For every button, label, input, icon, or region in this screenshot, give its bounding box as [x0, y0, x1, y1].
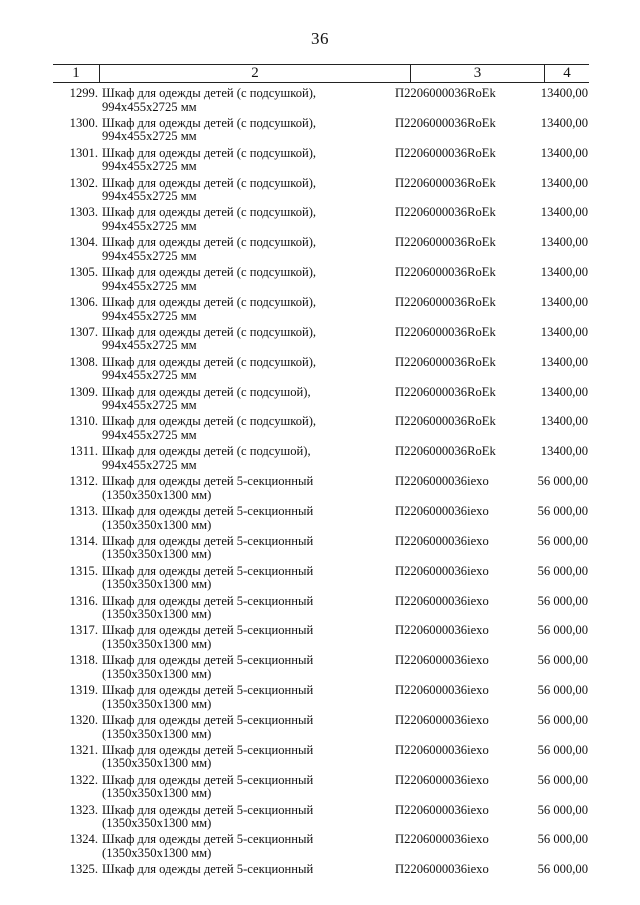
item-name-line-1: Шкаф для одежды детей 5-секционный — [102, 713, 314, 728]
table-row — [50, 473, 590, 503]
item-price: 56 000,00 — [537, 862, 588, 877]
item-name — [102, 744, 392, 771]
item-price: 13400,00 — [540, 145, 588, 160]
item-price: 56 000,00 — [537, 504, 588, 519]
table-row — [50, 145, 590, 175]
item-price: 13400,00 — [540, 324, 588, 339]
table-row — [50, 802, 590, 832]
inventory-code: П2206000036iexo — [395, 802, 489, 817]
row-number: 1324. — [69, 832, 98, 847]
item-name-line-1: Шкаф для одежды детей 5-секционный — [102, 683, 314, 698]
row-number: 1300. — [69, 115, 98, 130]
item-name-line-2: 994x455x2725 мм — [102, 218, 197, 233]
inventory-code: П2206000036RoEk — [395, 205, 496, 220]
table-row — [50, 622, 590, 652]
item-name-line-2: (1350x350x1300 мм) — [102, 756, 212, 771]
row-number: 1320. — [69, 713, 98, 728]
row-number: 1304. — [69, 235, 98, 250]
row-number: 1311. — [70, 444, 98, 459]
item-price: 56 000,00 — [537, 623, 588, 638]
item-name-line-2: (1350x350x1300 мм) — [102, 487, 212, 502]
inventory-code: П2206000036RoEk — [395, 265, 496, 280]
inventory-code: П2206000036iexo — [395, 713, 489, 728]
item-price: 56 000,00 — [537, 593, 588, 608]
row-number: 1313. — [69, 504, 98, 519]
inventory-code: П2206000036iexo — [395, 623, 489, 638]
item-price: 13400,00 — [540, 354, 588, 369]
item-name-line-2: 994x455x2725 мм — [102, 248, 197, 263]
column-header-1: 1 — [53, 65, 100, 82]
item-name-line-2: 994x455x2725 мм — [102, 278, 197, 293]
item-name-line-1: Шкаф для одежды детей (с подсушкой), — [102, 354, 317, 369]
inventory-code: П2206000036iexo — [395, 832, 489, 847]
item-name — [102, 206, 392, 233]
table-row — [50, 175, 590, 205]
item-name-line-2: (1350x350x1300 мм) — [102, 517, 212, 532]
item-name — [102, 505, 392, 532]
item-name-line-2: 994x455x2725 мм — [102, 189, 197, 204]
item-name — [102, 445, 392, 472]
item-name-line-1: Шкаф для одежды детей (с подсушкой), — [102, 235, 317, 250]
table-row — [50, 861, 590, 891]
item-name — [102, 386, 392, 413]
item-price: 56 000,00 — [537, 533, 588, 548]
item-price: 13400,00 — [540, 115, 588, 130]
item-name-line-2: (1350x350x1300 мм) — [102, 607, 212, 622]
table-row — [50, 742, 590, 772]
table-row — [50, 563, 590, 593]
item-name — [102, 714, 392, 741]
item-name-line-2: 994x455x2725 мм — [102, 427, 197, 442]
inventory-code: П2206000036iexo — [395, 474, 489, 489]
item-price: 56 000,00 — [537, 683, 588, 698]
row-number: 1314. — [69, 533, 98, 548]
row-number: 1312. — [69, 474, 98, 489]
inventory-code: П2206000036RoEk — [395, 324, 496, 339]
row-number: 1308. — [69, 354, 98, 369]
column-header-3: 3 — [411, 65, 545, 82]
row-number: 1325. — [69, 862, 98, 877]
item-name — [102, 774, 392, 801]
item-name-line-1: Шкаф для одежды детей 5-секционный — [102, 802, 314, 817]
item-name — [102, 266, 392, 293]
table-row — [50, 772, 590, 802]
row-number: 1306. — [69, 295, 98, 310]
item-name — [102, 415, 392, 442]
inventory-code: П2206000036iexo — [395, 683, 489, 698]
item-price: 13400,00 — [540, 295, 588, 310]
item-name-line-2: (1350x350x1300 мм) — [102, 845, 212, 860]
item-name-line-1: Шкаф для одежды детей (с подсушкой), — [102, 265, 317, 280]
item-name-line-2: 994x455x2725 мм — [102, 457, 197, 472]
column-header-2: 2 — [100, 65, 411, 82]
inventory-code: П2206000036RoEk — [395, 145, 496, 160]
item-price: 13400,00 — [540, 175, 588, 190]
item-name-line-2: 994x455x2725 мм — [102, 308, 197, 323]
item-name — [102, 684, 392, 711]
inventory-code: П2206000036iexo — [395, 742, 489, 757]
item-name-line-2: (1350x350x1300 мм) — [102, 696, 212, 711]
item-price: 56 000,00 — [537, 802, 588, 817]
table-row — [50, 234, 590, 264]
item-name-line-1: Шкаф для одежды детей 5-секционный — [102, 653, 314, 668]
table-row — [50, 384, 590, 414]
item-name-line-1: Шкаф для одежды детей (с подсушой), — [102, 444, 311, 459]
item-name-line-1: Шкаф для одежды детей (с подсушкой), — [102, 115, 317, 130]
item-name-line-1: Шкаф для одежды детей 5-секционный — [102, 862, 314, 877]
item-name-line-2: (1350x350x1300 мм) — [102, 786, 212, 801]
item-price: 13400,00 — [540, 235, 588, 250]
table-row — [50, 324, 590, 354]
item-name — [102, 117, 392, 144]
inventory-code: П2206000036RoEk — [395, 414, 496, 429]
inventory-code: П2206000036iexo — [395, 593, 489, 608]
item-name-line-1: Шкаф для одежды детей 5-секционный — [102, 623, 314, 638]
item-price: 13400,00 — [540, 265, 588, 280]
item-name-line-1: Шкаф для одежды детей 5-секционный — [102, 772, 314, 787]
item-name — [102, 654, 392, 681]
table-header — [53, 64, 589, 83]
row-number: 1319. — [69, 683, 98, 698]
inventory-code: П2206000036RoEk — [395, 384, 496, 399]
row-number: 1299. — [69, 86, 98, 100]
row-number: 1305. — [69, 265, 98, 280]
inventory-code: П2206000036iexo — [395, 772, 489, 787]
item-name — [102, 863, 392, 877]
inventory-code: П2206000036RoEk — [395, 115, 496, 130]
table-row — [50, 264, 590, 294]
table-row — [50, 294, 590, 324]
row-number: 1302. — [69, 175, 98, 190]
table-row — [50, 354, 590, 384]
item-name — [102, 804, 392, 831]
item-name — [102, 356, 392, 383]
item-name-line-1: Шкаф для одежды детей (с подсушкой), — [102, 145, 317, 160]
item-price: 13400,00 — [540, 205, 588, 220]
page-number: 36 — [311, 29, 329, 48]
item-name — [102, 624, 392, 651]
row-number: 1307. — [69, 324, 98, 339]
row-number: 1318. — [69, 653, 98, 668]
row-number: 1309. — [69, 384, 98, 399]
item-price: 56 000,00 — [537, 742, 588, 757]
item-price: 56 000,00 — [537, 772, 588, 787]
item-name-line-1: Шкаф для одежды детей (с подсушкой), — [102, 205, 317, 220]
item-name-line-1: Шкаф для одежды детей (с подсушкой), — [102, 295, 317, 310]
item-name-line-1: Шкаф для одежды детей (с подсушкой), — [102, 86, 317, 100]
item-name — [102, 236, 392, 263]
table-row — [50, 712, 590, 742]
item-name-line-2: (1350x350x1300 мм) — [102, 577, 212, 592]
inventory-code: П2206000036iexo — [395, 504, 489, 519]
item-price: 56 000,00 — [537, 563, 588, 578]
item-price: 13400,00 — [540, 384, 588, 399]
item-name-line-2: (1350x350x1300 мм) — [102, 816, 212, 831]
inventory-code: П2206000036iexo — [395, 563, 489, 578]
table-row — [50, 533, 590, 563]
item-name-line-1: Шкаф для одежды детей 5-секционный — [102, 504, 314, 519]
inventory-code: П2206000036RoEk — [395, 444, 496, 459]
inventory-code: П2206000036RoEk — [395, 235, 496, 250]
table-row — [50, 204, 590, 234]
row-number: 1323. — [69, 802, 98, 817]
table-row — [50, 652, 590, 682]
item-price: 13400,00 — [540, 414, 588, 429]
inventory-code: П2206000036RoEk — [395, 86, 496, 100]
inventory-code: П2206000036RoEk — [395, 295, 496, 310]
item-price: 13400,00 — [540, 86, 588, 100]
item-price: 56 000,00 — [537, 653, 588, 668]
item-price: 56 000,00 — [537, 474, 588, 489]
item-name — [102, 296, 392, 323]
row-number: 1322. — [69, 772, 98, 787]
inventory-code: П2206000036RoEk — [395, 354, 496, 369]
item-name-line-2: (1350x350x1300 мм) — [102, 636, 212, 651]
inventory-code: П2206000036iexo — [395, 862, 489, 877]
item-name-line-1: Шкаф для одежды детей (с подсушой), — [102, 384, 311, 399]
item-name-line-1: Шкаф для одежды детей (с подсушкой), — [102, 175, 317, 190]
item-name-line-1: Шкаф для одежды детей 5-секционный — [102, 742, 314, 757]
row-number: 1303. — [69, 205, 98, 220]
item-price: 13400,00 — [540, 444, 588, 459]
item-name-line-1: Шкаф для одежды детей 5-секционный — [102, 563, 314, 578]
table-row — [50, 413, 590, 443]
item-name-line-1: Шкаф для одежды детей (с подсушкой), — [102, 324, 317, 339]
column-header-4: 4 — [563, 65, 571, 81]
item-name — [102, 833, 392, 860]
item-name-line-2: 994x455x2725 мм — [102, 129, 197, 144]
item-name-line-2: (1350x350x1300 мм) — [102, 726, 212, 741]
table-row — [50, 443, 590, 473]
item-name — [102, 565, 392, 592]
item-price: 56 000,00 — [537, 832, 588, 847]
row-number: 1316. — [69, 593, 98, 608]
item-name-line-1: Шкаф для одежды детей 5-секционный — [102, 832, 314, 847]
item-name — [102, 475, 392, 502]
inventory-code: П2206000036RoEk — [395, 175, 496, 190]
item-name-line-1: Шкаф для одежды детей 5-секционный — [102, 474, 314, 489]
item-name-line-2: 994x455x2725 мм — [102, 99, 197, 114]
table-row — [50, 115, 590, 145]
item-name — [102, 87, 392, 114]
item-name — [102, 595, 392, 622]
item-name-line-2: 994x455x2725 мм — [102, 368, 197, 383]
row-number: 1317. — [69, 623, 98, 638]
item-name — [102, 177, 392, 204]
table-row — [50, 85, 590, 115]
item-name-line-1: Шкаф для одежды детей 5-секционный — [102, 593, 314, 608]
item-name-line-2: 994x455x2725 мм — [102, 338, 197, 353]
row-number: 1315. — [69, 563, 98, 578]
row-number: 1310. — [69, 414, 98, 429]
item-name-line-2: (1350x350x1300 мм) — [102, 547, 212, 562]
item-name — [102, 326, 392, 353]
inventory-code: П2206000036iexo — [395, 533, 489, 548]
item-price: 56 000,00 — [537, 713, 588, 728]
item-name — [102, 147, 392, 174]
item-name — [102, 535, 392, 562]
item-name-line-1: Шкаф для одежды детей 5-секционный — [102, 533, 314, 548]
item-name-line-2: 994x455x2725 мм — [102, 159, 197, 174]
table-body — [50, 85, 590, 891]
table-row — [50, 503, 590, 533]
item-name-line-1: Шкаф для одежды детей (с подсушкой), — [102, 414, 317, 429]
item-name-line-2: (1350x350x1300 мм) — [102, 666, 212, 681]
table-row — [50, 593, 590, 623]
row-number: 1321. — [69, 742, 98, 757]
item-name-line-2: 994x455x2725 мм — [102, 398, 197, 413]
table-row — [50, 831, 590, 861]
row-number: 1301. — [69, 145, 98, 160]
inventory-code: П2206000036iexo — [395, 653, 489, 668]
table-row — [50, 682, 590, 712]
